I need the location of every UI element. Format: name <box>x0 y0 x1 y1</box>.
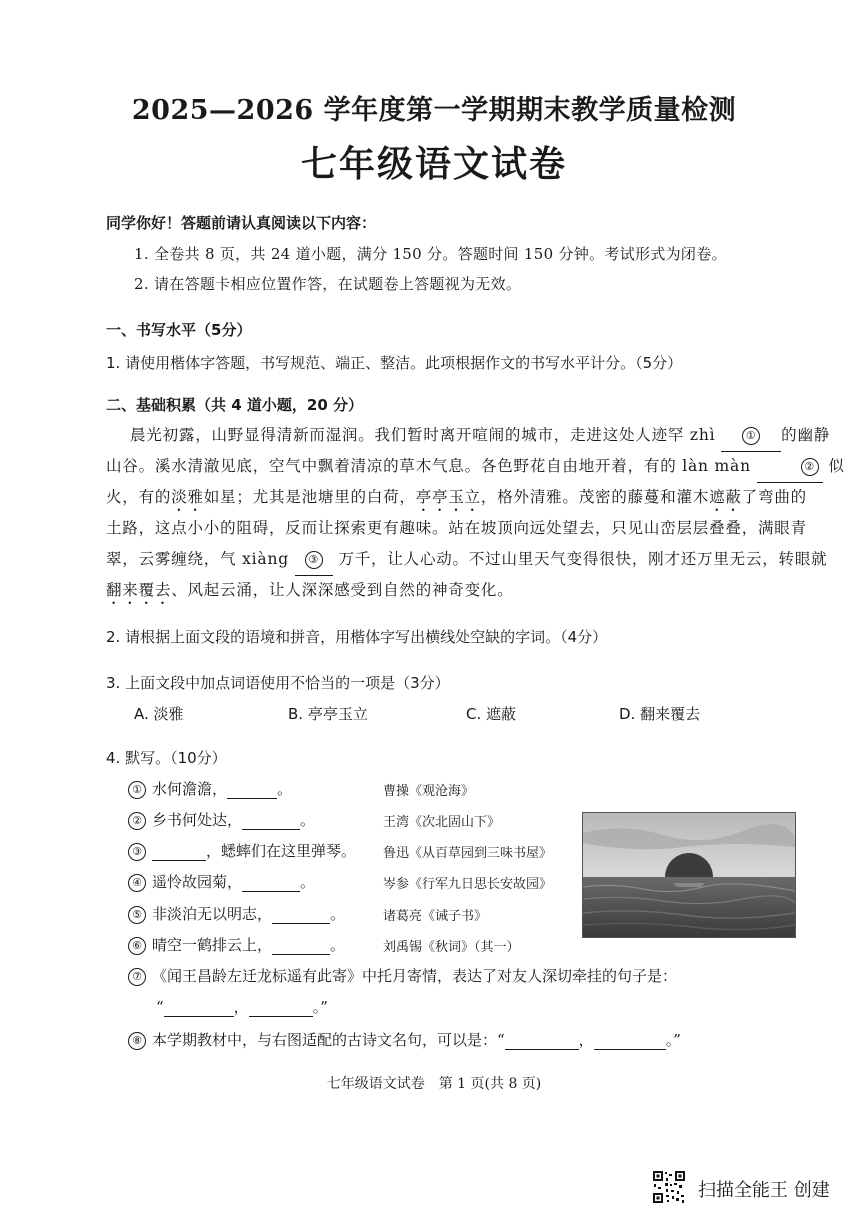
question-4: 4. 默写。（10分） <box>106 749 227 767</box>
passage-line-5 <box>106 544 827 576</box>
question-1: 1. 请使用楷体字答题，书写规范、端正、整洁。此项根据作文的书写水平计分。（5分） <box>106 354 683 372</box>
item-number: ③ <box>128 843 146 861</box>
dictation-author-1: 曹操《观沧海》 <box>383 784 475 799</box>
blank-2 <box>757 451 823 483</box>
question-3: 3. 上面文段中加点词语使用不恰当的一项是（3分） <box>106 674 450 692</box>
qr-code-icon <box>652 1170 686 1204</box>
dictation-author-5: 诸葛亮《诫子书》 <box>383 909 488 924</box>
answer-blank <box>227 780 277 799</box>
scanner-watermark: 扫描全能王 创建 <box>698 1180 830 1201</box>
answer-blank <box>242 873 300 892</box>
answer-blank <box>272 936 330 955</box>
quote-close: 。” <box>312 998 328 1016</box>
q3-option-d: D. 翻来覆去 <box>619 705 701 723</box>
passage-text: 万千，让人心动。不过山里天气变得很快，刚才还万里无云，转眼就 <box>338 550 828 568</box>
item-number: ⑥ <box>128 937 146 955</box>
passage-text: 如星；尤其是池塘里的白荷， <box>203 488 416 506</box>
dictation-author-4: 岑参《行军九日思长安故园》 <box>383 877 553 892</box>
blank-2-number: ② <box>801 458 819 476</box>
dictation-text: 晴空一鹤排云上， <box>152 936 273 954</box>
quote-open: “ <box>156 998 164 1016</box>
notice-greeting: 同学你好！答题前请认真阅读以下内容： <box>106 214 377 232</box>
exam-subtitle: 七年级语文试卷 <box>300 143 567 185</box>
dictation-text: 。 <box>300 811 316 829</box>
blank-3-number: ③ <box>305 551 323 569</box>
answer-blank <box>272 905 330 924</box>
passage-text: 火，有的 <box>106 488 172 506</box>
answer-blank <box>249 998 313 1017</box>
blank-3 <box>295 544 333 576</box>
comma: ， <box>233 998 249 1016</box>
passage-text: 翠，云雾缠绕，气 xiàng <box>106 550 289 568</box>
comma: ， <box>578 1031 594 1049</box>
blank-1 <box>721 420 781 452</box>
answer-blank <box>164 998 234 1017</box>
passage-line-2 <box>106 451 845 483</box>
dictation-text: 。 <box>277 780 293 798</box>
passage-text: 了弯曲的 <box>741 488 807 506</box>
q3-option-a: A. 淡雅 <box>134 705 184 723</box>
item-number: ① <box>128 781 146 799</box>
dictation-item-5 <box>128 903 345 924</box>
q3-option-c: C. 遮蔽 <box>466 705 517 723</box>
dictation-text: 《闻王昌龄左迁龙标遥有此寄》中托月寄情，表达了对友人深切牵挂的句子是： <box>152 967 678 985</box>
question-2: 2. 请根据上面文段的语境和拼音，用楷体字写出横线处空缺的字词。（4分） <box>106 628 608 646</box>
passage-line-1 <box>130 420 830 452</box>
dictation-item-6 <box>128 934 345 955</box>
sunrise-over-sea-image <box>582 812 796 938</box>
exam-title: 2025—2026 学年度第一学期期末教学质量检测 <box>131 95 737 126</box>
dotted-word-danya: 淡雅 <box>171 488 204 506</box>
section-1-heading: 一、书写水平（5分） <box>106 321 252 339</box>
answer-blank <box>594 1031 666 1050</box>
answer-blank <box>152 842 206 861</box>
dictation-text: 。 <box>300 873 316 891</box>
passage-text: ，格外清雅。茂密的藤蔓和灌木 <box>480 488 710 506</box>
dictation-item-8 <box>128 1029 681 1050</box>
dictation-text: 。 <box>330 936 346 954</box>
answer-blank <box>505 1031 579 1050</box>
dictation-author-2: 王湾《次北固山下》 <box>383 815 501 830</box>
item-number: ⑤ <box>128 906 146 924</box>
dotted-word-fanlai: 翻来覆去 <box>106 581 172 599</box>
item-number: ④ <box>128 874 146 892</box>
item-number: ⑦ <box>128 968 146 986</box>
dictation-text: 水何澹澹， <box>152 780 228 798</box>
dictation-item-2 <box>128 809 315 830</box>
dictation-text: 乡书何处达， <box>152 811 243 829</box>
item-number: ⑧ <box>128 1032 146 1050</box>
page-footer: 七年级语文试卷 第 1 页(共 8 页) <box>326 1076 542 1092</box>
section-2-heading: 二、基础积累（共 4 道小题，20 分） <box>106 396 363 414</box>
passage-text: 似 <box>828 457 845 475</box>
dictation-text: 本学期教材中，与右图适配的古诗文名句，可以是：“ <box>152 1031 505 1049</box>
answer-blank <box>242 811 300 830</box>
q3-option-b: B. 亭亭玉立 <box>288 705 368 723</box>
dictation-author-3: 鲁迅《从百草园到三味书屋》 <box>383 846 553 861</box>
dotted-word-zhebi: 遮蔽 <box>709 488 742 506</box>
passage-text: 的幽静 <box>781 426 831 444</box>
passage-text: 晨光初露，山野显得清新而湿润。我们暂时离开喧闹的城市，走进这处人迹罕 zhì <box>130 426 716 444</box>
passage-text: 、风起云涌，让人深深感受到自然的神奇变化。 <box>171 581 514 599</box>
quote-close: 。” <box>665 1031 681 1049</box>
item-number: ② <box>128 812 146 830</box>
dictation-item-4 <box>128 871 315 892</box>
dotted-word-tingting: 亭亭玉立 <box>415 488 481 506</box>
dictation-item-3 <box>128 840 356 861</box>
dictation-author-6: 刘禹锡《秋词》（其一） <box>383 940 520 955</box>
dictation-text: 。 <box>330 905 346 923</box>
dictation-text: 遥怜故园菊， <box>152 873 243 891</box>
blank-1-number: ① <box>742 427 760 445</box>
dictation-text: 非淡泊无以明志， <box>152 905 273 923</box>
notice-item-2: 2. 请在答题卡相应位置作答，在试题卷上答题视为无效。 <box>134 275 522 293</box>
notice-item-1: 1. 全卷共 8 页，共 24 道小题，满分 150 分。答题时间 150 分钟。考试形式为闭卷。 <box>134 245 727 263</box>
dictation-item-7 <box>128 965 677 986</box>
passage-line-6 <box>106 575 514 608</box>
passage-text: 山谷。溪水清澈见底，空气中飘着清凉的草木气息。各色野花自由地开着，有的 làn màn <box>106 457 751 475</box>
passage-line-4: 土路，这点小小的阻碍，反而让探索更有趣味。站在坡顶向远处望去，只见山峦层层叠叠，满眼青 <box>106 519 807 537</box>
dictation-text: ，蟋蟀们在这里弹琴。 <box>206 842 357 860</box>
passage-line-3 <box>106 482 807 515</box>
dictation-item-1 <box>128 778 292 799</box>
dictation-item-7-answer <box>156 996 328 1017</box>
